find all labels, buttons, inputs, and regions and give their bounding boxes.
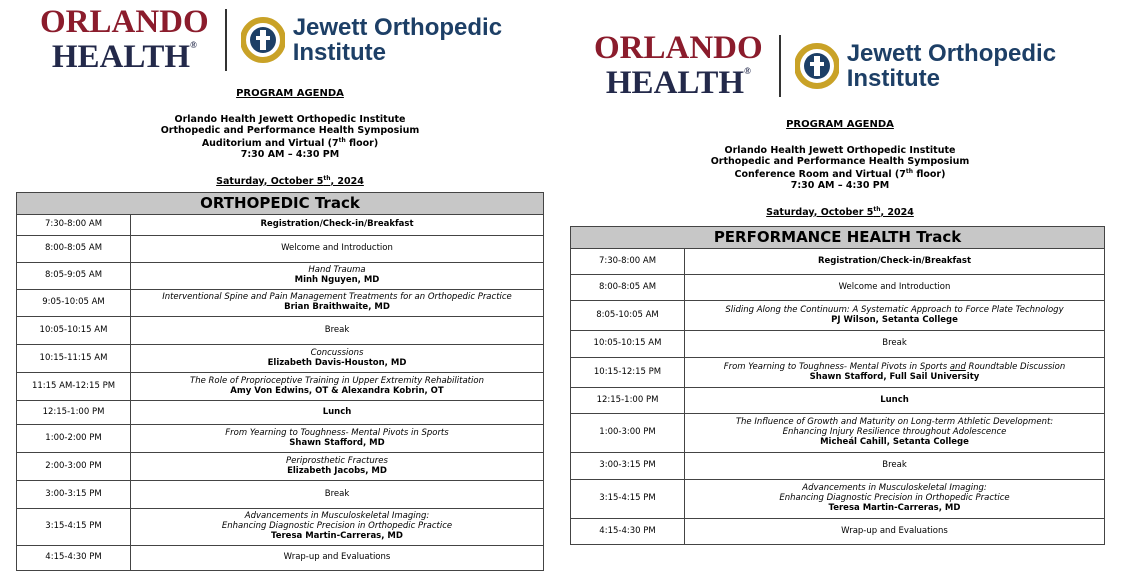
session-topic: Enhancing Diagnostic Precision in Orthopedic Practice [779,493,1010,504]
session-time: 1:00-3:00 PM [571,414,685,453]
session-topic: Concussions [310,347,364,358]
agenda-heading [40,88,540,187]
heading-line: 7:30 AM – 4:30 PM [790,180,890,192]
table-row [17,373,544,401]
session-time: 10:15-12:15 PM [571,358,685,388]
superscript: th [905,167,914,175]
session-time: 8:00-8:05 AM [571,275,685,301]
session-time: 12:15-1:00 PM [571,388,685,414]
session-time: 3:00-3:15 PM [17,481,131,509]
session-time: 4:15-4:30 PM [17,546,131,571]
topic-part: Roundtable Discussion [965,361,1066,372]
session-title: Wrap-up and Evaluations [685,519,1105,545]
session-detail [131,425,544,453]
heading-text: Conference Room and Virtual (7 [734,168,906,180]
session-time: 1:00-2:00 PM [17,425,131,453]
session-title: Registration/Check-in/Breakfast [685,249,1105,275]
superscript: th [323,174,331,182]
session-topic: Interventional Spine and Pain Management Treatments for an Orthopedic Practice [162,292,512,303]
session-detail [685,301,1105,331]
table-row [17,453,544,481]
table-row [17,509,544,546]
session-time: 3:00-3:15 PM [571,453,685,480]
session-time: 7:30-8:00 AM [571,249,685,275]
session-time: 10:15-11:15 AM [17,345,131,373]
session-detail [685,480,1105,519]
logo-line [594,67,763,100]
table-row [571,480,1105,519]
session-detail [685,358,1105,388]
orlando-health-logo [40,6,209,74]
date-text: Saturday, October 5 [766,206,874,218]
table-row [17,236,544,263]
session-detail [131,373,544,401]
logo-line [40,41,209,74]
jewett-line: Institute [292,39,387,66]
table-row [571,453,1105,480]
session-time: 3:15-4:15 PM [17,509,131,546]
session-title: Lunch [685,388,1105,414]
table-row [17,401,544,425]
agenda-title: PROGRAM AGENDA [236,88,344,99]
track-title: PERFORMANCE HEALTH Track [571,227,1105,249]
session-speaker: Brian Braithwaite, MD [284,302,390,312]
session-speaker: Shawn Stafford, Full Sail University [809,371,980,382]
jewett-line: Institute [846,65,941,92]
session-time: 3:15-4:15 PM [571,480,685,519]
session-speaker: Shawn Stafford, MD [289,437,385,448]
heading-text: floor) [913,168,946,180]
table-row [17,481,544,509]
table-row [571,388,1105,414]
session-detail [685,414,1105,453]
session-topic: Advancements in Musculoskeletal Imaging: [802,483,987,494]
logo-line: ORLANDO [594,30,763,66]
jewett-emblem-icon [241,16,285,64]
session-speaker: Micheál Cahill, Setanta College [820,436,969,447]
session-time: 2:00-3:00 PM [17,453,131,481]
session-detail [131,453,544,481]
superscript: th [338,136,346,144]
jewett-logo [795,41,1056,91]
date-text: Saturday, October 5 [216,175,324,187]
heading-text: Auditorium and Virtual (7 [201,137,339,149]
session-topic: From Yearning to Toughness- Mental Pivots in Sports [225,427,449,438]
session-detail [131,290,544,317]
session-title: Welcome and Introduction [685,275,1105,301]
table-row [17,215,544,236]
session-time: 11:15 AM-12:15 PM [17,373,131,401]
agenda-date [40,175,540,188]
session-time: 9:05-10:05 AM [17,290,131,317]
session-speaker: Minh Nguyen, MD [294,275,380,285]
heading-line: Orlando Health Jewett Orthopedic Institute [724,145,956,156]
performance-agenda-table [570,226,1105,545]
registered-mark: ® [744,66,751,76]
registered-mark: ® [190,40,197,50]
session-topic: The Influence of Growth and Maturity on Long-term Athletic Development: [735,417,1054,428]
session-speaker: Teresa Martin-Carreras, MD [271,530,403,541]
session-speaker: PJ Wilson, Setanta College [831,314,958,325]
session-title: Welcome and Introduction [131,236,544,263]
date-text: , 2024 [880,206,914,218]
session-title: Registration/Check-in/Breakfast [131,215,544,236]
logo-lockup [40,6,502,74]
session-time: 10:05-10:15 AM [571,331,685,358]
session-topic: Advancements in Musculoskeletal Imaging: [244,511,430,522]
session-detail [131,345,544,373]
session-title: Wrap-up and Evaluations [131,546,544,571]
orthopedic-agenda-table [16,192,544,571]
session-time: 4:15-4:30 PM [571,519,685,545]
session-speaker: Elizabeth Jacobs, MD [287,465,387,476]
logo-divider [779,35,781,97]
heading-text: floor) [345,137,379,149]
session-time: 7:30-8:00 AM [17,215,131,236]
session-speaker: Amy Von Edwins, OT & Alexandra Kobrin, OT [230,385,444,396]
orlando-health-logo [594,32,763,100]
agenda-date [590,206,1090,219]
session-topic: Enhancing Injury Resilience throughout Adolescence [782,427,1007,438]
heading-line: 7:30 AM – 4:30 PM [240,149,340,161]
table-row [571,358,1105,388]
table-row [17,317,544,345]
table-row [571,275,1105,301]
table-row [17,345,544,373]
jewett-line: Jewett Orthopedic [292,13,503,41]
superscript: th [873,205,881,213]
table-row [571,249,1105,275]
topic-part: and [949,361,966,372]
table-row [17,290,544,317]
heading-line [40,137,540,150]
logo-line-text: HEALTH [51,39,191,75]
session-title: Break [131,481,544,509]
table-row [17,263,544,290]
session-title: Break [685,331,1105,358]
logo-lockup [594,32,1056,100]
logo-divider [225,9,227,71]
session-topic: Enhancing Diagnostic Precision in Orthopedic Practice [221,521,453,532]
session-topic: Periprosthetic Fractures [286,455,388,466]
session-title: Break [685,453,1105,480]
heading-line: Orthopedic and Performance Health Symposium [710,156,970,168]
heading-line: Orthopedic and Performance Health Symposium [160,125,420,137]
table-row [571,331,1105,358]
table-row [571,519,1105,545]
session-time: 8:00-8:05 AM [17,236,131,263]
session-speaker: Elizabeth Davis-Houston, MD [267,357,407,368]
jewett-logo [241,15,502,65]
session-topic: Hand Trauma [308,265,366,276]
session-time: 12:15-1:00 PM [17,401,131,425]
session-time: 8:05-10:05 AM [571,301,685,331]
session-title: Break [131,317,544,345]
table-row [571,301,1105,331]
jewett-emblem-icon [795,42,839,90]
session-topic: The Role of Proprioceptive Training in Upper Extremity Rehabilitation [190,375,484,386]
date-text: , 2024 [330,175,364,187]
session-speaker: Teresa Martin-Carreras, MD [828,502,961,513]
session-title: Lunch [131,401,544,425]
agenda-title: PROGRAM AGENDA [786,119,894,130]
session-time: 10:05-10:15 AM [17,317,131,345]
session-time: 8:05-9:05 AM [17,263,131,290]
logo-line-text: HEALTH [605,65,745,101]
table-row [17,546,544,571]
table-row [17,425,544,453]
session-detail [131,263,544,290]
heading-line: Orlando Health Jewett Orthopedic Institute [174,114,406,125]
jewett-line: Jewett Orthopedic [846,39,1057,67]
session-detail [131,509,544,546]
logo-line: ORLANDO [40,4,209,40]
heading-line [590,168,1090,181]
agenda-heading [590,119,1090,218]
track-title: ORTHOPEDIC Track [17,193,544,215]
session-topic: Sliding Along the Continuum: A Systematic Approach to Force Plate Technology [725,304,1064,315]
table-row [571,414,1105,453]
topic-part: From Yearning to Toughness- Mental Pivots in Sports [723,361,950,372]
